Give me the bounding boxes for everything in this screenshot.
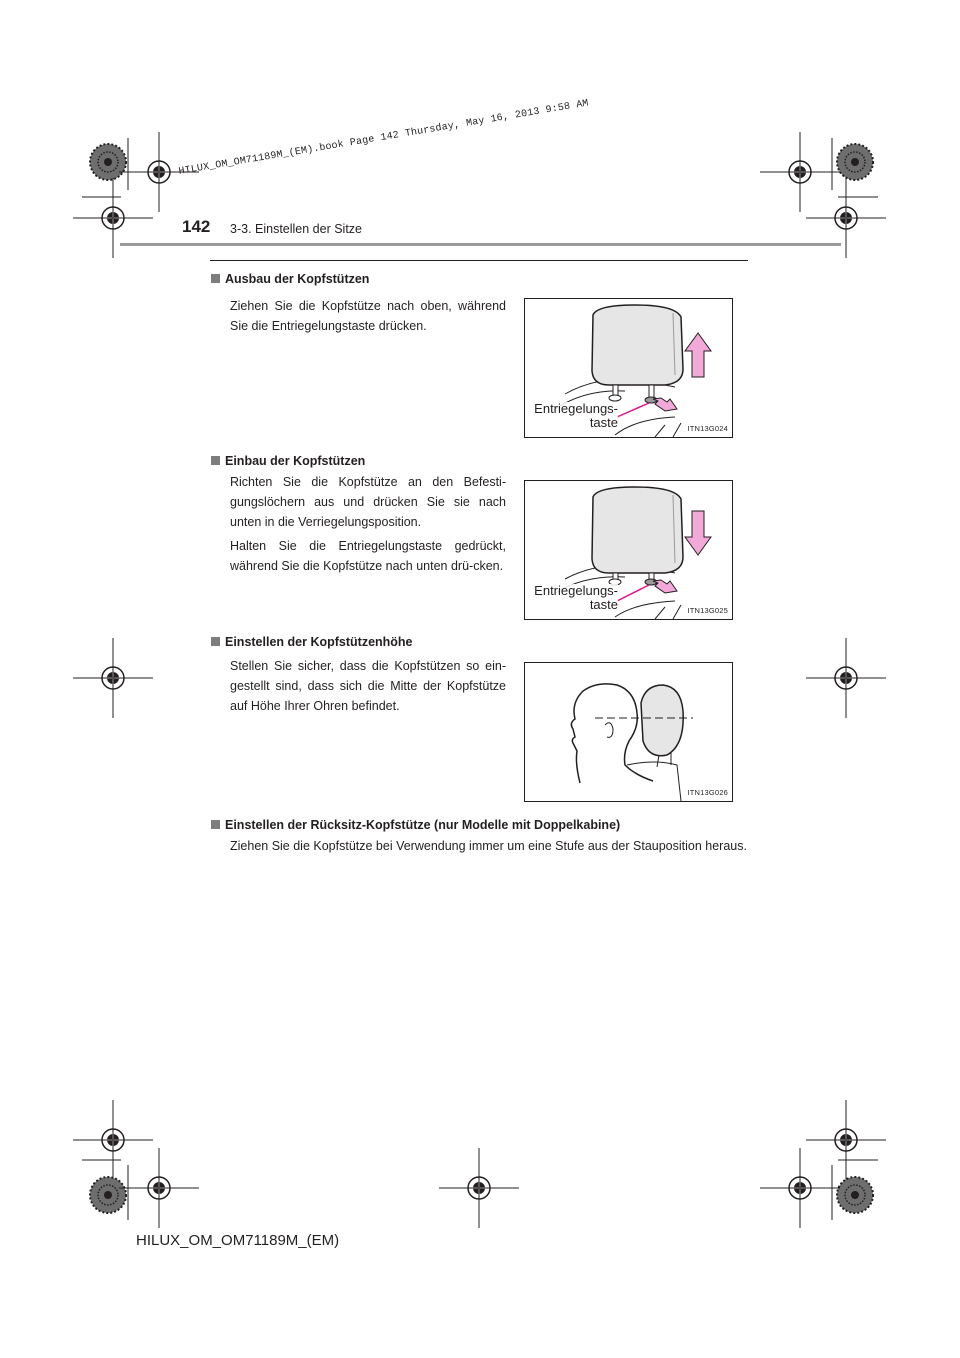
- figure-code: ITN13G026: [687, 788, 728, 797]
- paragraph: Ziehen Sie die Kopfstütze bei Verwendung immer um eine Stufe aus der Stauposition heraus.: [230, 839, 747, 853]
- section-heading: Ausbau der Kopfstützen: [211, 272, 369, 286]
- bullet-square-icon: [211, 456, 220, 465]
- figure-code: ITN13G024: [687, 424, 728, 433]
- bullet-square-icon: [211, 274, 220, 283]
- paragraph: Richten Sie die Kopfstütze an den Befesti-gungslöchern aus und drücken Sie sie nach unten in die Verriegelungsposition.: [230, 475, 506, 529]
- paragraph: Halten Sie die Entriegelungstaste gedrückt, während Sie die Kopfstütze nach unten drü-cken.: [230, 539, 506, 573]
- section-heading: Einstellen der Kopfstützenhöhe: [211, 635, 413, 649]
- figure-label: Entriegelungs- taste: [528, 584, 618, 612]
- paragraph: Ziehen Sie die Kopfstütze nach oben, während Sie die Entriegelungstaste drücken.: [230, 299, 506, 333]
- figure-code: ITN13G025: [687, 606, 728, 615]
- book-header: HILUX_OM_OM71189M_(EM).book Page 142 Thursday, May 16, 2013 9:58 AM: [178, 98, 590, 178]
- footer-doc-code: HILUX_OM_OM71189M_(EM): [136, 1232, 340, 1249]
- figure-headrest-installation: [524, 480, 733, 620]
- figure-label: Entriegelungs- taste: [528, 402, 618, 430]
- section-heading: Einstellen der Rücksitz-Kopfstütze (nur Modelle mit Doppelkabine): [211, 818, 620, 832]
- header-rule: [210, 260, 748, 261]
- bullet-square-icon: [211, 820, 220, 829]
- figure-headrest-height: [524, 662, 733, 802]
- page-number: 142: [182, 217, 211, 236]
- header-bar: [120, 243, 841, 246]
- section-heading: Einbau der Kopfstützen: [211, 454, 365, 468]
- paragraph: Stellen Sie sicher, dass die Kopfstützen so ein-gestellt sind, dass sich die Mitte der Kopfstütze auf Höhe Ihrer Ohren befindet.: [230, 659, 506, 713]
- section-title: 3-3. Einstellen der Sitze: [230, 222, 363, 236]
- figure-headrest-removal: [524, 298, 733, 438]
- headrest-height-illustration: [525, 663, 732, 801]
- bullet-square-icon: [211, 637, 220, 646]
